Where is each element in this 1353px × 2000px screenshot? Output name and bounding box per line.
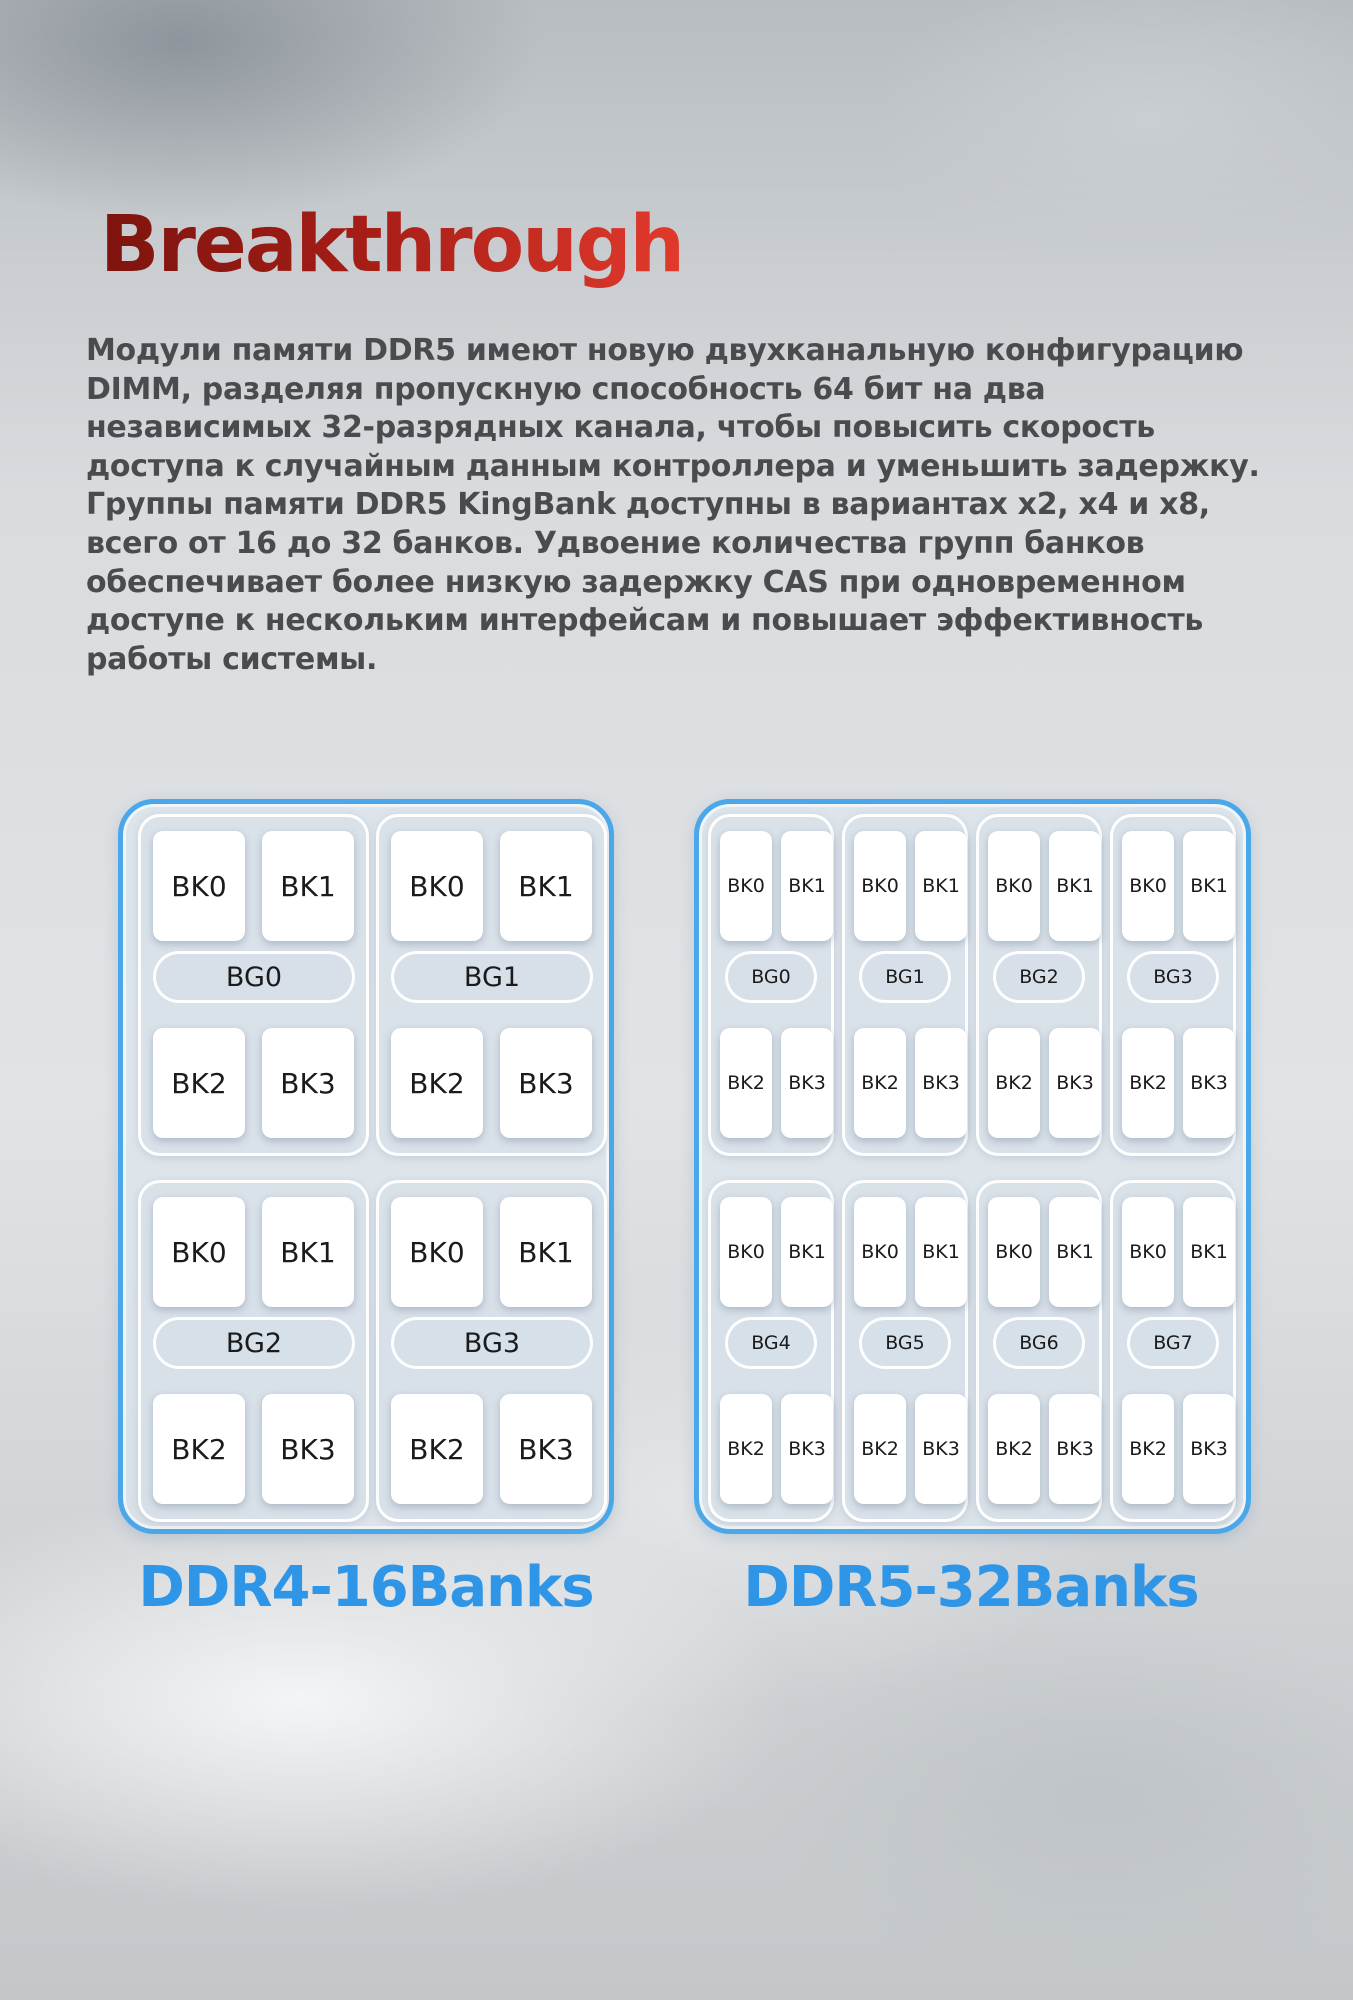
bank-cell: BK3	[500, 1028, 592, 1138]
bank-cell: BK0	[854, 831, 906, 941]
bank-cell: BK0	[391, 1197, 483, 1307]
paragraph-line: Группы памяти DDR5 KingBank доступны в вариантах x2, x4 и x8,	[86, 487, 1210, 523]
bank-group-bg5	[842, 1180, 968, 1522]
bank-group-label: BG2	[153, 1317, 355, 1369]
ddr4-caption: DDR4-16Banks	[138, 1555, 594, 1620]
paragraph-line: всего от 16 до 32 банков. Удвоение количества групп банков	[86, 525, 1145, 561]
ddr5-caption: DDR5-32Banks	[743, 1555, 1199, 1620]
bank-cell: BK3	[781, 1028, 833, 1138]
bank-cell: BK2	[988, 1394, 1040, 1504]
ddr5-bank-diagram	[694, 799, 1251, 1534]
bank-group-bg6	[976, 1180, 1102, 1522]
bank-cell: BK0	[1122, 1197, 1174, 1307]
paragraph-line: доступа к случайным данным контроллера и уменьшить задержку.	[86, 448, 1260, 484]
bank-cell: BK3	[1049, 1394, 1101, 1504]
bank-cell: BK0	[1122, 831, 1174, 941]
paragraph-line: доступе к нескольким интерфейсам и повышает эффективность	[86, 603, 1204, 639]
bank-cell: BK0	[720, 1197, 772, 1307]
bank-group-bg1	[842, 814, 968, 1156]
description-paragraph	[86, 332, 1286, 679]
bank-group-bg1	[376, 814, 607, 1156]
bank-group-bg2	[976, 814, 1102, 1156]
bank-group-bg0	[138, 814, 369, 1156]
bank-group-label: BG6	[993, 1317, 1085, 1369]
bank-group-bg4	[708, 1180, 834, 1522]
bank-cell: BK3	[1049, 1028, 1101, 1138]
bank-group-bg2	[138, 1180, 369, 1522]
bank-cell: BK1	[262, 831, 354, 941]
bank-cell: BK0	[391, 831, 483, 941]
paragraph-line: обеспечивает более низкую задержку CAS при одновременном	[86, 564, 1186, 600]
bank-cell: BK2	[988, 1028, 1040, 1138]
bank-cell: BK3	[262, 1028, 354, 1138]
bank-cell: BK1	[781, 1197, 833, 1307]
bank-cell: BK1	[915, 831, 967, 941]
bank-group-bg0	[708, 814, 834, 1156]
paragraph-line: DIMM, разделяя пропускную способность 64 бит на два	[86, 371, 1046, 407]
bank-cell: BK2	[1122, 1394, 1174, 1504]
bank-cell: BK3	[915, 1394, 967, 1504]
bank-group-label: BG0	[153, 951, 355, 1003]
ddr4-bank-diagram	[118, 799, 614, 1534]
bank-cell: BK1	[1049, 1197, 1101, 1307]
bank-group-label: BG3	[391, 1317, 593, 1369]
paragraph-line: независимых 32-разрядных канала, чтобы повысить скорость	[86, 410, 1155, 446]
bank-cell: BK3	[1183, 1028, 1235, 1138]
bank-cell: BK2	[391, 1394, 483, 1504]
bank-cell: BK3	[500, 1394, 592, 1504]
bank-cell: BK0	[153, 831, 245, 941]
bank-cell: BK1	[262, 1197, 354, 1307]
bank-group-label: BG5	[859, 1317, 951, 1369]
bank-cell: BK2	[153, 1028, 245, 1138]
bank-group-label: BG3	[1127, 951, 1219, 1003]
bank-cell: BK0	[988, 1197, 1040, 1307]
bank-cell: BK1	[915, 1197, 967, 1307]
bank-cell: BK1	[500, 831, 592, 941]
bank-cell: BK1	[500, 1197, 592, 1307]
bank-cell: BK2	[1122, 1028, 1174, 1138]
page-title: Breakthrough	[100, 200, 684, 290]
bank-cell: BK2	[854, 1028, 906, 1138]
bank-cell: BK2	[854, 1394, 906, 1504]
bank-group-label: BG7	[1127, 1317, 1219, 1369]
bank-cell: BK2	[153, 1394, 245, 1504]
bank-cell: BK3	[262, 1394, 354, 1504]
bank-cell: BK0	[153, 1197, 245, 1307]
bank-group-label: BG0	[725, 951, 817, 1003]
bank-group-bg3	[376, 1180, 607, 1522]
bank-cell: BK2	[720, 1394, 772, 1504]
bank-cell: BK1	[1183, 1197, 1235, 1307]
bank-group-label: BG1	[859, 951, 951, 1003]
bank-group-label: BG2	[993, 951, 1085, 1003]
bank-cell: BK2	[391, 1028, 483, 1138]
bank-cell: BK3	[915, 1028, 967, 1138]
paragraph-line: работы системы.	[86, 641, 378, 677]
bank-group-label: BG4	[725, 1317, 817, 1369]
bank-cell: BK3	[781, 1394, 833, 1504]
bank-cell: BK0	[854, 1197, 906, 1307]
paragraph-line: Модули памяти DDR5 имеют новую двухканальную конфигурацию	[86, 333, 1244, 368]
bank-cell: BK0	[720, 831, 772, 941]
bank-cell: BK0	[988, 831, 1040, 941]
bank-cell: BK3	[1183, 1394, 1235, 1504]
bank-cell: BK1	[1049, 831, 1101, 941]
bank-cell: BK1	[1183, 831, 1235, 941]
bank-group-label: BG1	[391, 951, 593, 1003]
bank-group-bg3	[1110, 814, 1236, 1156]
bank-cell: BK2	[720, 1028, 772, 1138]
bank-group-bg7	[1110, 1180, 1236, 1522]
bank-cell: BK1	[781, 831, 833, 941]
